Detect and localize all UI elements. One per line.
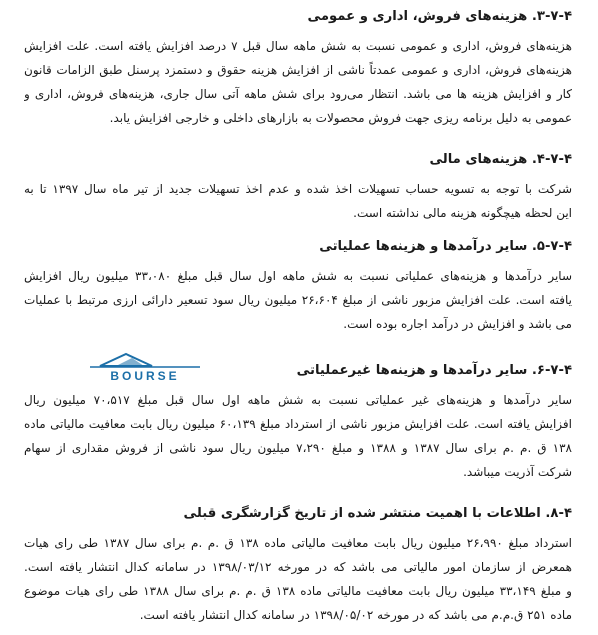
section-body-significant-information [24, 531, 572, 627]
section-heading-selling-admin-expenses: ۳-۷-۴. هزینه‌های فروش، اداری و عمومی [307, 9, 572, 24]
section-heading-other-non-operating: ۶-۷-۴. سایر درآمدها و هزینه‌ها غیرعملیاتی [296, 363, 572, 378]
text-line: این لحظه هیچگونه هزینه مالی نداشته است. [353, 206, 572, 220]
section-body-selling-admin-expenses [24, 34, 572, 130]
section-body-other-operating [24, 264, 572, 336]
text-line: می باشد و افزایش در درآمد اجاره بوده است. [343, 317, 572, 331]
section-body-financial-expenses [24, 177, 572, 225]
text-line: سایر درآمدها و هزینه‌های عملیاتی نسبت به شش ماهه اول سال قبل مبلغ ۳۳،۰۸۰ میلیون ریال افزایش [24, 269, 572, 283]
text-line: عمومی به دلیل برنامه ریزی جهت فروش محصولات به بازارهای داخلی و خارجی افزایش یابد. [109, 111, 572, 125]
section-heading-other-operating: ۵-۷-۴. سایر درآمدها و هزینه‌ها عملیاتی [319, 239, 572, 254]
text-line: یافته است. علت افزایش مزبور ناشی از مبلغ ۲۶،۶۰۴ میلیون ریال سود تسعیر دارائی ارزی مرتبط با عملیات [24, 293, 572, 307]
text-line: افزایش یافته است. علت افزایش مزبور ناشی از استرداد مبلغ ۶۰،۱۳۹ میلیون ریال بابت معافیت مالیاتی ماده [24, 417, 572, 431]
text-line: سایر درآمدها و هزینه‌های غیر عملیاتی نسبت به شش ماهه اول سال قبل مبلغ ۷۰،۵۱۷ میلیون ریال [24, 393, 572, 407]
text-line: ۱۳۸ ق .م .م برای سال ۱۳۸۷ و ۱۳۸۸ و مبلغ ۷،۲۹۰ میلیون ریال سود ناشی از فروش مقداری از سهام [24, 441, 572, 455]
section-heading-significant-information: ۸-۴. اطلاعات با اهمیت منتشر شده از تاریخ گزارشگری قبلی [183, 506, 572, 521]
text-line: شرکت با توجه به تسویه حساب تسهیلات اخذ شده و عدم اخذ تسهیلات جدید از تیر ماه سال ۱۳۹۷ تا به [24, 182, 572, 196]
bourse-logo-icon [86, 350, 204, 382]
text-line: و مبلغ ۳۳،۱۴۹ میلیون ریال بابت معافیت مالیاتی ماده ۱۳۸ ق .م .م برای سال ۱۳۸۸ طی رای هیات موضوع [24, 584, 572, 598]
text-line: هزینه‌های فروش، اداری و عمومی نسبت به شش ماهه سال قبل ۷ درصد افزایش یافته است. علت افزایش [24, 39, 572, 53]
watermark-text: BOURSE [110, 369, 180, 382]
text-line: هزینه‌های فروش، اداری و عمومی عمدتاً ناشی از افزایش هزینه حقوق و دستمزد پرسنل طبق الزامات قانون [24, 63, 572, 77]
text-line: ماده ۲۵۱ ق.م.م می باشد که در مورخه ۱۳۹۸/۰۵/۰۲ در سامانه کدال انتشار یافته است. [139, 608, 572, 622]
section-body-other-non-operating [24, 388, 572, 484]
bourse-watermark-logo [86, 350, 204, 382]
section-heading-financial-expenses: ۴-۷-۴. هزینه‌های مالی [429, 152, 572, 167]
text-line: استرداد مبلغ ۲۶،۹۹۰ میلیون ریال بابت معافیت مالیاتی ماده ۱۳۸ ق .م .م برای سال ۱۳۸۷ طی رای هیات [24, 536, 572, 550]
text-line: کار و افزایش هزینه ها می باشد. انتظار می‌رود برای شش ماهه آتی سال جاری، هزینه‌های فروش، اداری و [24, 87, 572, 101]
text-line: همعرض از سازمان امور مالیاتی می باشد که در مورخه ۱۳۹۸/۰۳/۱۲ در سامانه کدال انتشار یافته است. [24, 560, 572, 574]
text-line: شرکت آذریت میباشد. [463, 465, 572, 479]
